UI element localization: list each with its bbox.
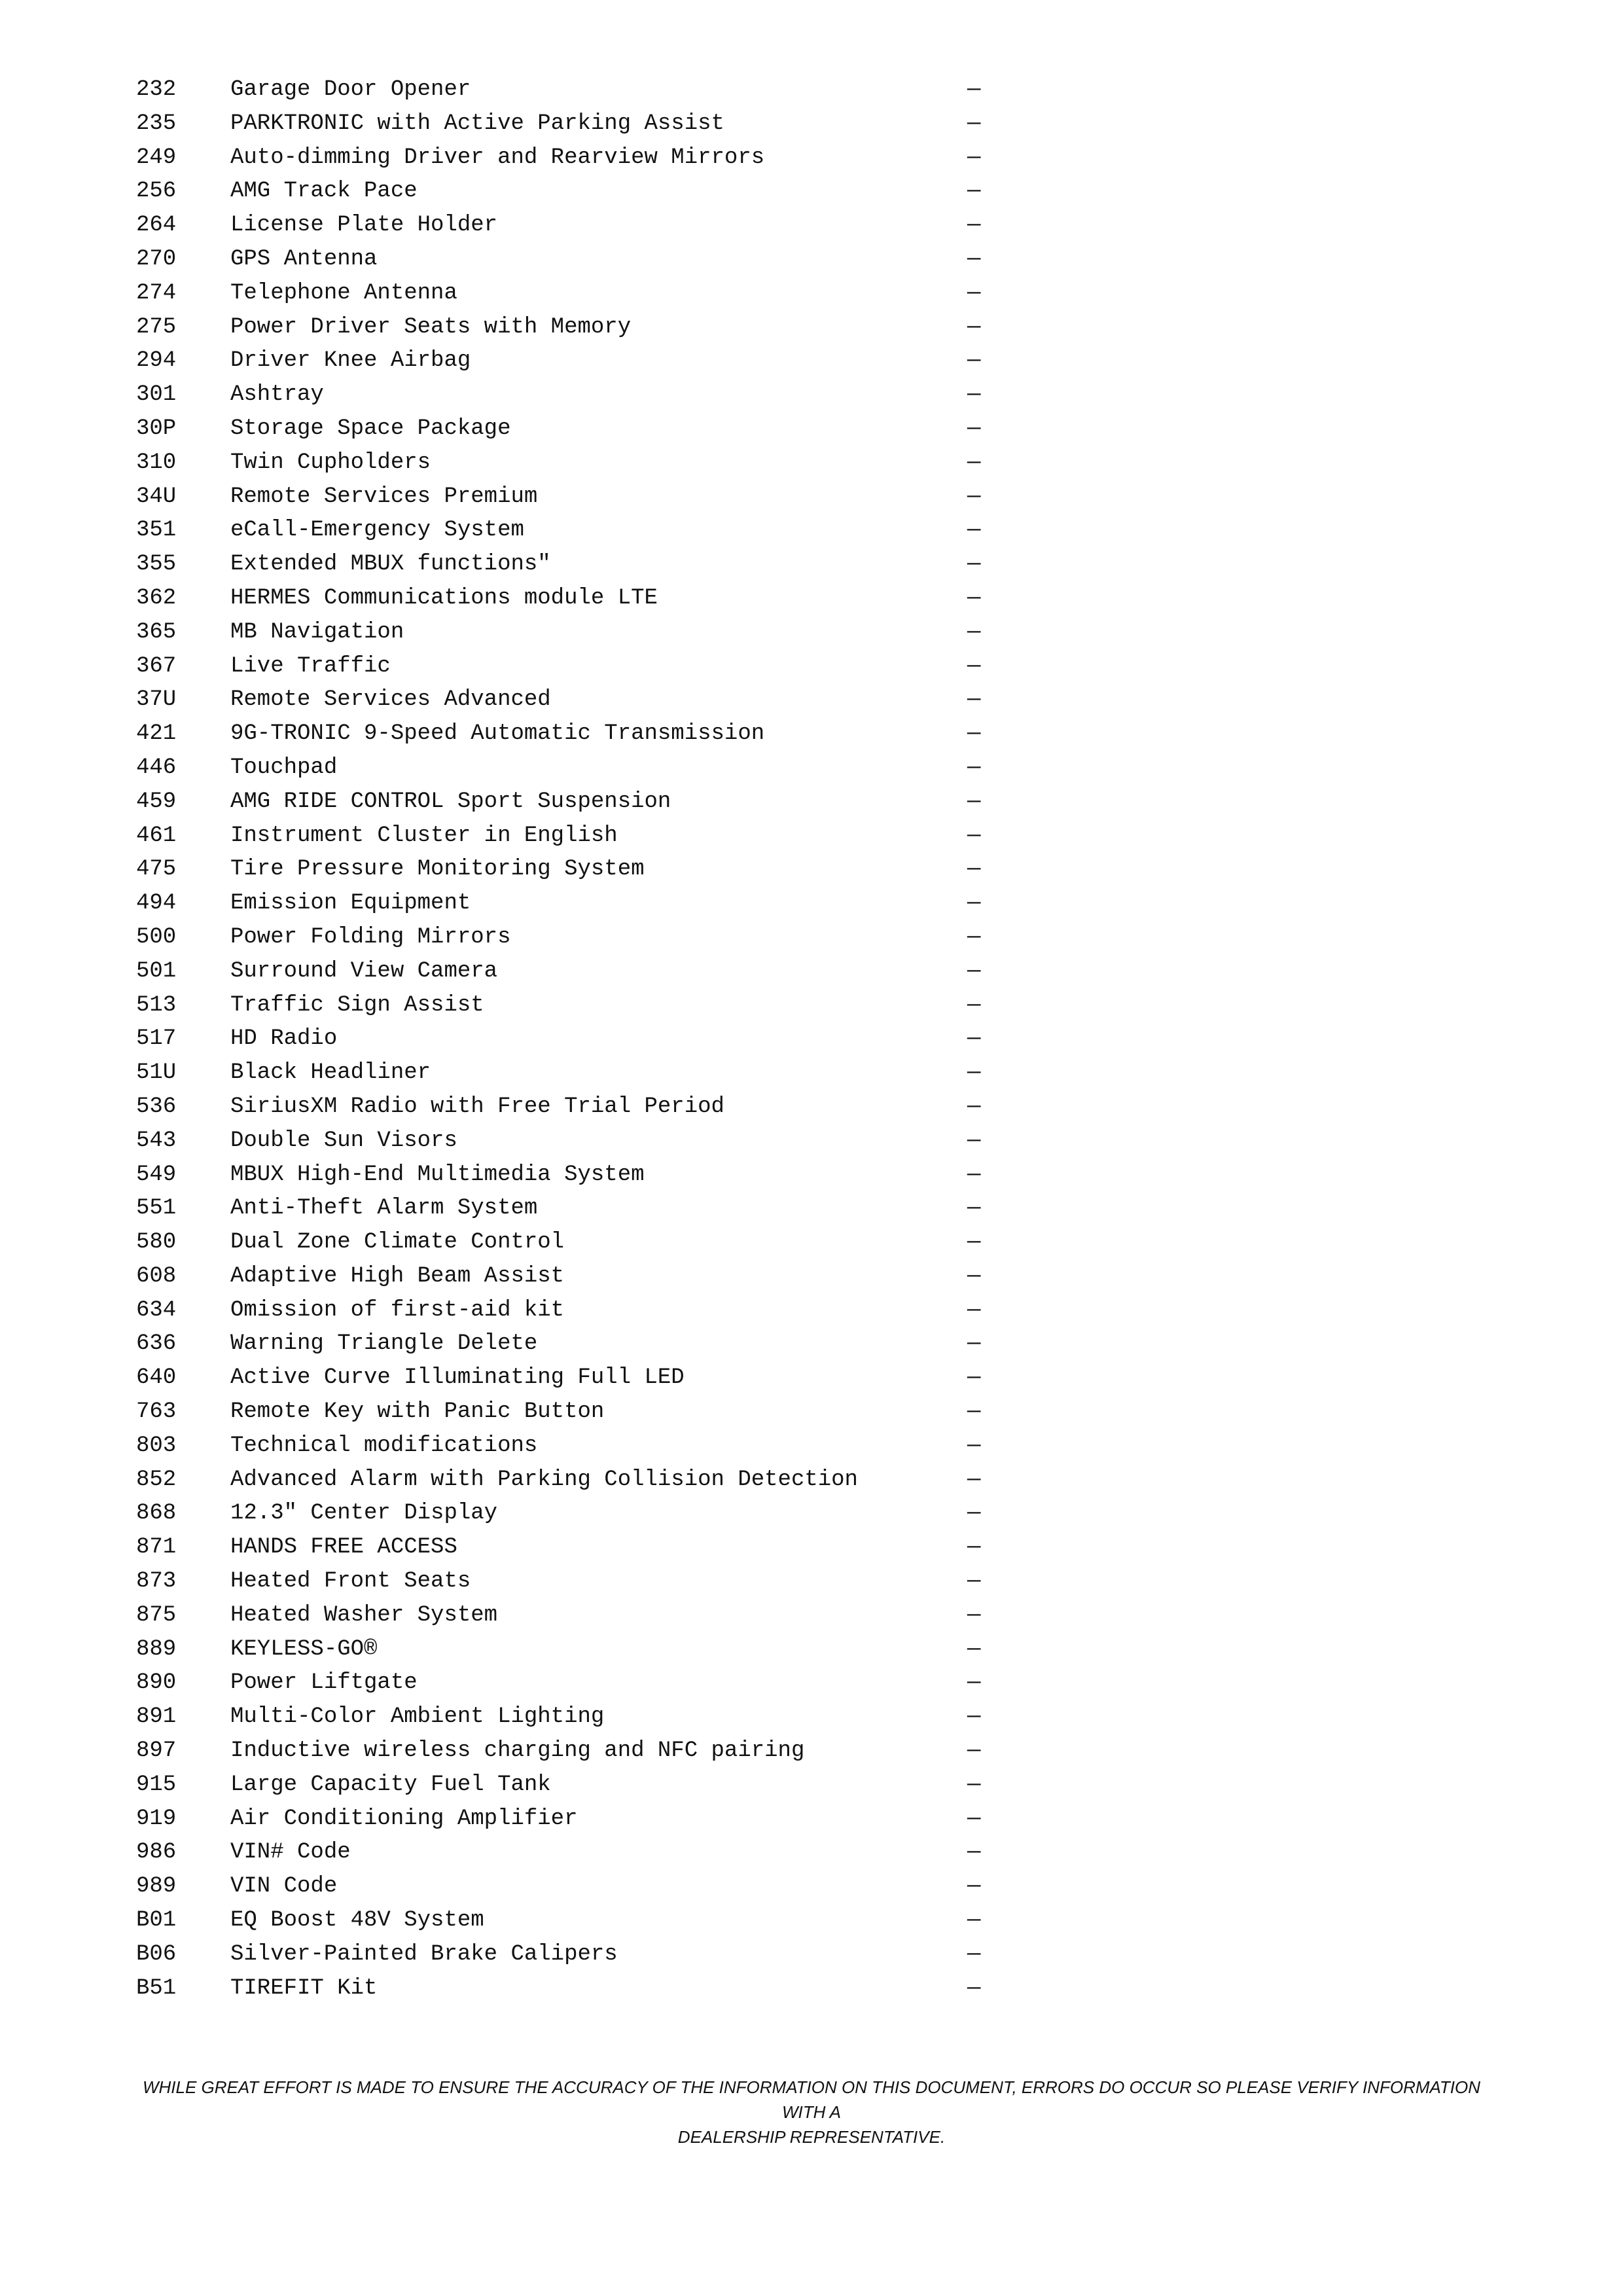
option-row bbox=[0, 1056, 1623, 1090]
option-row bbox=[0, 650, 1623, 684]
option-price: — bbox=[967, 314, 981, 340]
option-code: 871 bbox=[136, 1535, 177, 1560]
option-row bbox=[0, 1429, 1623, 1463]
option-row bbox=[0, 1463, 1623, 1498]
option-code: 919 bbox=[136, 1806, 177, 1831]
option-code: 362 bbox=[136, 585, 177, 611]
option-description: TIREFIT Kit bbox=[230, 1975, 378, 2001]
option-description: 12.3" Center Display bbox=[230, 1501, 498, 1526]
option-description: AMG RIDE CONTROL Sport Suspension bbox=[230, 789, 671, 814]
option-row bbox=[0, 683, 1623, 717]
option-row bbox=[0, 921, 1623, 955]
option-price: — bbox=[967, 1941, 981, 1967]
option-description: Technical modifications bbox=[230, 1433, 538, 1458]
option-description: HD Radio bbox=[230, 1026, 338, 1052]
option-row bbox=[0, 1565, 1623, 1599]
option-row bbox=[0, 1599, 1623, 1633]
option-row bbox=[0, 1226, 1623, 1260]
option-price: — bbox=[967, 111, 981, 136]
option-price: — bbox=[967, 1263, 981, 1289]
option-description: Dual Zone Climate Control bbox=[230, 1230, 565, 1255]
option-description: Instrument Cluster in English bbox=[230, 823, 618, 848]
option-price: — bbox=[967, 992, 981, 1018]
option-description: Large Capacity Fuel Tank bbox=[230, 1772, 551, 1797]
option-code: 543 bbox=[136, 1128, 177, 1153]
option-row bbox=[0, 1700, 1623, 1734]
option-description: Multi-Color Ambient Lighting bbox=[230, 1704, 605, 1730]
option-row bbox=[0, 514, 1623, 548]
option-code: 475 bbox=[136, 857, 177, 882]
option-row bbox=[0, 378, 1623, 412]
option-code: 459 bbox=[136, 789, 177, 814]
option-row bbox=[0, 446, 1623, 480]
option-description: AMG Track Pace bbox=[230, 179, 418, 204]
option-description: eCall-Emergency System bbox=[230, 518, 524, 543]
option-price: — bbox=[967, 1433, 981, 1458]
option-row bbox=[0, 277, 1623, 311]
option-description: Black Headliner bbox=[230, 1060, 431, 1086]
disclaimer-line-1: WHILE GREAT EFFORT IS MADE TO ENSURE THE ACCURACY OF THE INFORMATION ON THIS DOCUMENT, ERRORS DO OCCUR SO PLEASE VERIFY INFORMATION WITH A bbox=[142, 2077, 1481, 2122]
option-price: — bbox=[967, 1908, 981, 1933]
option-price: — bbox=[967, 416, 981, 441]
option-code: 274 bbox=[136, 280, 177, 306]
option-code: 875 bbox=[136, 1602, 177, 1628]
option-row bbox=[0, 785, 1623, 819]
option-price: — bbox=[967, 1840, 981, 1865]
disclaimer-line-2: DEALERSHIP REPRESENTATIVE. bbox=[677, 2127, 946, 2147]
option-price: — bbox=[967, 1636, 981, 1662]
option-row bbox=[0, 1192, 1623, 1226]
option-description: Double Sun Visors bbox=[230, 1128, 457, 1153]
option-price: — bbox=[967, 213, 981, 238]
option-row bbox=[0, 1972, 1623, 2006]
option-description: EQ Boost 48V System bbox=[230, 1908, 484, 1933]
option-code: 30P bbox=[136, 416, 177, 441]
option-code: 501 bbox=[136, 958, 177, 984]
option-price: — bbox=[967, 179, 981, 204]
option-code: 310 bbox=[136, 450, 177, 475]
option-price: — bbox=[967, 1297, 981, 1323]
option-description: Touchpad bbox=[230, 755, 338, 780]
option-description: PARKTRONIC with Active Parking Assist bbox=[230, 111, 724, 136]
option-description: Advanced Alarm with Parking Collision Detection bbox=[230, 1467, 858, 1492]
option-description: Power Liftgate bbox=[230, 1670, 418, 1696]
option-code: 294 bbox=[136, 348, 177, 374]
option-description: HERMES Communications module LTE bbox=[230, 585, 658, 611]
option-row bbox=[0, 1395, 1623, 1429]
option-code: 986 bbox=[136, 1840, 177, 1865]
option-price: — bbox=[967, 789, 981, 814]
option-row bbox=[0, 717, 1623, 751]
option-code: 889 bbox=[136, 1636, 177, 1662]
option-description: Air Conditioning Amplifier bbox=[230, 1806, 578, 1831]
option-description: 9G-TRONIC 9-Speed Automatic Transmission bbox=[230, 721, 765, 747]
option-price: — bbox=[967, 1128, 981, 1153]
option-code: 270 bbox=[136, 246, 177, 272]
option-row bbox=[0, 344, 1623, 378]
option-description: Live Traffic bbox=[230, 653, 391, 679]
option-row bbox=[0, 1158, 1623, 1193]
option-description: Anti-Theft Alarm System bbox=[230, 1196, 538, 1221]
option-price: — bbox=[967, 721, 981, 747]
option-description: Remote Services Advanced bbox=[230, 687, 551, 713]
option-price: — bbox=[967, 1365, 981, 1391]
option-description: Silver-Painted Brake Calipers bbox=[230, 1941, 618, 1967]
option-description: Adaptive High Beam Assist bbox=[230, 1263, 565, 1289]
option-code: 500 bbox=[136, 924, 177, 950]
option-price: — bbox=[967, 823, 981, 848]
option-code: B06 bbox=[136, 1941, 177, 1967]
option-code: 580 bbox=[136, 1230, 177, 1255]
option-code: 232 bbox=[136, 77, 177, 102]
option-row bbox=[0, 107, 1623, 141]
option-code: 34U bbox=[136, 484, 177, 509]
option-price: — bbox=[967, 1467, 981, 1492]
option-price: — bbox=[967, 1026, 981, 1052]
option-price: — bbox=[967, 348, 981, 374]
option-code: 355 bbox=[136, 552, 177, 577]
option-code: 37U bbox=[136, 687, 177, 713]
option-price: — bbox=[967, 1602, 981, 1628]
option-price: — bbox=[967, 958, 981, 984]
option-row bbox=[0, 1870, 1623, 1904]
option-code: 640 bbox=[136, 1365, 177, 1391]
option-code: 513 bbox=[136, 992, 177, 1018]
option-code: 803 bbox=[136, 1433, 177, 1458]
option-description: Remote Key with Panic Button bbox=[230, 1399, 605, 1425]
option-row bbox=[0, 209, 1623, 243]
option-row bbox=[0, 989, 1623, 1023]
option-description: License Plate Holder bbox=[230, 213, 498, 238]
option-description: Twin Cupholders bbox=[230, 450, 431, 475]
option-description: Tire Pressure Monitoring System bbox=[230, 857, 645, 882]
option-row bbox=[0, 1938, 1623, 1972]
option-description: SiriusXM Radio with Free Trial Period bbox=[230, 1094, 724, 1119]
option-price: — bbox=[967, 518, 981, 543]
option-code: 301 bbox=[136, 382, 177, 408]
option-description: Omission of first-aid kit bbox=[230, 1297, 565, 1323]
option-price: — bbox=[967, 1535, 981, 1560]
option-price: — bbox=[967, 382, 981, 408]
option-code: 852 bbox=[136, 1467, 177, 1492]
option-description: Emission Equipment bbox=[230, 891, 471, 916]
option-code: 636 bbox=[136, 1331, 177, 1357]
option-price: — bbox=[967, 619, 981, 645]
option-code: 763 bbox=[136, 1399, 177, 1425]
option-code: 51U bbox=[136, 1060, 177, 1086]
option-price: — bbox=[967, 1874, 981, 1899]
option-description: Inductive wireless charging and NFC pairing bbox=[230, 1738, 805, 1764]
option-description: VIN Code bbox=[230, 1874, 338, 1899]
option-row bbox=[0, 1768, 1623, 1803]
option-row bbox=[0, 412, 1623, 446]
option-code: 235 bbox=[136, 111, 177, 136]
option-price: — bbox=[967, 77, 981, 102]
option-price: — bbox=[967, 1399, 981, 1425]
option-row bbox=[0, 1260, 1623, 1294]
option-row bbox=[0, 582, 1623, 616]
option-row bbox=[0, 311, 1623, 345]
option-price: — bbox=[967, 1162, 981, 1187]
option-code: 421 bbox=[136, 721, 177, 747]
option-code: 249 bbox=[136, 145, 177, 170]
option-price: — bbox=[967, 552, 981, 577]
option-row bbox=[0, 1531, 1623, 1565]
option-code: 873 bbox=[136, 1569, 177, 1594]
option-price: — bbox=[967, 653, 981, 679]
option-description: MBUX High-End Multimedia System bbox=[230, 1162, 645, 1187]
option-code: 367 bbox=[136, 653, 177, 679]
option-code: 915 bbox=[136, 1772, 177, 1797]
option-price: — bbox=[967, 891, 981, 916]
option-description: Warning Triangle Delete bbox=[230, 1331, 538, 1357]
option-code: 446 bbox=[136, 755, 177, 780]
option-row bbox=[0, 73, 1623, 107]
option-row bbox=[0, 1836, 1623, 1870]
option-code: 551 bbox=[136, 1196, 177, 1221]
option-row bbox=[0, 751, 1623, 785]
option-row bbox=[0, 175, 1623, 209]
option-description: Auto-dimming Driver and Rearview Mirrors bbox=[230, 145, 765, 170]
option-description: GPS Antenna bbox=[230, 246, 378, 272]
option-price: — bbox=[967, 585, 981, 611]
option-code: 989 bbox=[136, 1874, 177, 1899]
option-price: — bbox=[967, 924, 981, 950]
option-description: Extended MBUX functions" bbox=[230, 552, 551, 577]
option-code: 608 bbox=[136, 1263, 177, 1289]
option-code: 890 bbox=[136, 1670, 177, 1696]
option-code: 494 bbox=[136, 891, 177, 916]
option-row bbox=[0, 1022, 1623, 1056]
option-price: — bbox=[967, 1772, 981, 1797]
option-price: — bbox=[967, 687, 981, 713]
option-price: — bbox=[967, 1670, 981, 1696]
option-price: — bbox=[967, 857, 981, 882]
option-description: Power Folding Mirrors bbox=[230, 924, 511, 950]
option-price: — bbox=[967, 1569, 981, 1594]
option-code: 868 bbox=[136, 1501, 177, 1526]
option-row bbox=[0, 1734, 1623, 1768]
option-price: — bbox=[967, 1094, 981, 1119]
option-code: 634 bbox=[136, 1297, 177, 1323]
option-row bbox=[0, 1327, 1623, 1361]
option-code: 891 bbox=[136, 1704, 177, 1730]
option-code: 461 bbox=[136, 823, 177, 848]
option-row bbox=[0, 1294, 1623, 1328]
option-row bbox=[0, 1803, 1623, 1837]
option-description: Garage Door Opener bbox=[230, 77, 471, 102]
disclaimer bbox=[131, 2075, 1492, 2149]
option-description: Power Driver Seats with Memory bbox=[230, 314, 632, 340]
option-row bbox=[0, 1666, 1623, 1700]
option-code: B01 bbox=[136, 1908, 177, 1933]
option-row bbox=[0, 141, 1623, 175]
option-row bbox=[0, 887, 1623, 921]
option-code: 536 bbox=[136, 1094, 177, 1119]
option-row bbox=[0, 853, 1623, 887]
option-code: 351 bbox=[136, 518, 177, 543]
option-price: — bbox=[967, 484, 981, 509]
option-price: — bbox=[967, 1704, 981, 1730]
option-code: 517 bbox=[136, 1026, 177, 1052]
option-row bbox=[0, 548, 1623, 582]
option-row bbox=[0, 243, 1623, 277]
option-row bbox=[0, 480, 1623, 514]
option-description: VIN# Code bbox=[230, 1840, 351, 1865]
option-price: — bbox=[967, 1738, 981, 1764]
option-price: — bbox=[967, 1230, 981, 1255]
option-code: B51 bbox=[136, 1975, 177, 2001]
option-price: — bbox=[967, 280, 981, 306]
option-description: Telephone Antenna bbox=[230, 280, 457, 306]
option-price: — bbox=[967, 1806, 981, 1831]
option-description: KEYLESS-GO® bbox=[230, 1636, 378, 1662]
option-description: Driver Knee Airbag bbox=[230, 348, 471, 374]
option-price: — bbox=[967, 755, 981, 780]
option-row bbox=[0, 616, 1623, 650]
option-row bbox=[0, 955, 1623, 989]
option-row bbox=[0, 1633, 1623, 1667]
option-description: Remote Services Premium bbox=[230, 484, 538, 509]
option-price: — bbox=[967, 1501, 981, 1526]
option-row bbox=[0, 819, 1623, 853]
option-row bbox=[0, 1361, 1623, 1395]
option-price: — bbox=[967, 1975, 981, 2001]
option-row bbox=[0, 1090, 1623, 1124]
option-row bbox=[0, 1124, 1623, 1158]
option-description: HANDS FREE ACCESS bbox=[230, 1535, 457, 1560]
option-code: 897 bbox=[136, 1738, 177, 1764]
option-description: Heated Washer System bbox=[230, 1602, 498, 1628]
option-description: Traffic Sign Assist bbox=[230, 992, 484, 1018]
option-description: Heated Front Seats bbox=[230, 1569, 471, 1594]
option-row bbox=[0, 1497, 1623, 1531]
options-list bbox=[0, 73, 1623, 2005]
option-price: — bbox=[967, 1060, 981, 1086]
option-description: Surround View Camera bbox=[230, 958, 498, 984]
option-code: 275 bbox=[136, 314, 177, 340]
option-description: MB Navigation bbox=[230, 619, 404, 645]
option-description: Ashtray bbox=[230, 382, 324, 408]
option-description: Storage Space Package bbox=[230, 416, 511, 441]
option-price: — bbox=[967, 450, 981, 475]
option-code: 549 bbox=[136, 1162, 177, 1187]
option-row bbox=[0, 1904, 1623, 1938]
option-code: 256 bbox=[136, 179, 177, 204]
option-code: 365 bbox=[136, 619, 177, 645]
option-code: 264 bbox=[136, 213, 177, 238]
option-price: — bbox=[967, 246, 981, 272]
option-price: — bbox=[967, 1196, 981, 1221]
option-price: — bbox=[967, 1331, 981, 1357]
option-description: Active Curve Illuminating Full LED bbox=[230, 1365, 685, 1391]
option-price: — bbox=[967, 145, 981, 170]
